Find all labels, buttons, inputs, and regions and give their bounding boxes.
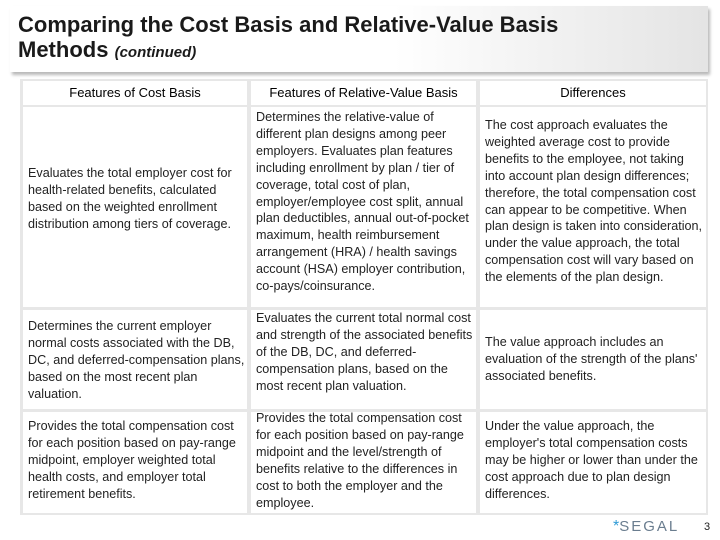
table-row-2-diff <box>480 310 706 409</box>
cell-text: Determines the relative-value of different plan designs among peer employers. Evaluates plan features including enrollment by plan / tier of coverage, total cost of plan, employer/employee cost split, annual plan deductibles, annual out-of-pocket maximum, health reimbursement arrangement (HRA) / health savings account (HSA) employer contribution, co-pays/coinsurance. <box>256 110 469 294</box>
table-row-1-diff <box>480 107 706 307</box>
asterisk-icon: * <box>613 518 620 535</box>
cell-text: Evaluates the current total normal cost and strength of the associated benefits of the DB, DC, and deferred-compensation plans, based on the most recent plan valuation. <box>256 311 473 393</box>
table-row-3-diff <box>480 412 706 513</box>
cell-text: Provides the total compensation cost for each position based on pay-range midpoint, employer weighted total health costs, and employer total retirement benefits. <box>28 419 236 501</box>
title-suffix: (continued) <box>114 44 197 61</box>
header-cost-basis: Features of Cost Basis <box>69 85 201 100</box>
title-line-1: Comparing the Cost Basis and Relative-Value Basis <box>18 12 559 37</box>
cell-text: The value approach includes an evaluation of the strength of the plans' associated benefits. <box>485 335 698 383</box>
table-row-3-relative <box>251 412 476 513</box>
table-row-2-relative <box>251 310 476 409</box>
slide-title <box>18 12 558 65</box>
cell-text: The cost approach evaluates the weighted average cost to provide benefits to the employee, not taking into account plan design differences; therefore, the total compensation cost can appear to be competitive. When plan design is taken into consideration, under the value approach, the total compensation cost will vary based on the elements of the plan design. <box>485 118 703 285</box>
cell-text: Evaluates the total employer cost for health-related benefits, calculated based on the weighted enrollment distribution among tiers of coverage. <box>28 166 232 231</box>
logo-text: SEGAL <box>619 518 680 535</box>
table-row-1-relative <box>251 107 476 307</box>
comparison-table <box>20 79 708 515</box>
table-row-3-cost <box>23 412 247 513</box>
title-methods: Methods <box>18 37 109 62</box>
cell-text: Under the value approach, the employer's total compensation costs may be higher or lower than under the cost approach due to plan design differences. <box>485 419 698 501</box>
title-band <box>10 6 708 72</box>
table-row-1-cost <box>23 107 247 307</box>
cell-text: Provides the total compensation cost for each position based on pay-range midpoint and the level/strength of benefits relative to the differences in cost to both the employer and the employee. <box>256 411 464 510</box>
page-number: 3 <box>704 521 711 533</box>
title-line-2 <box>18 37 558 65</box>
header-relative-value: Features of Relative-Value Basis <box>269 85 458 100</box>
table-row-2-cost <box>23 310 247 409</box>
segal-logo <box>613 518 679 536</box>
header-differences: Differences <box>560 85 626 100</box>
cell-text: Determines the current employer normal costs associated with the DB, DC, and deferred-compensation plans, based on the most recent plan valuation. <box>28 319 245 401</box>
